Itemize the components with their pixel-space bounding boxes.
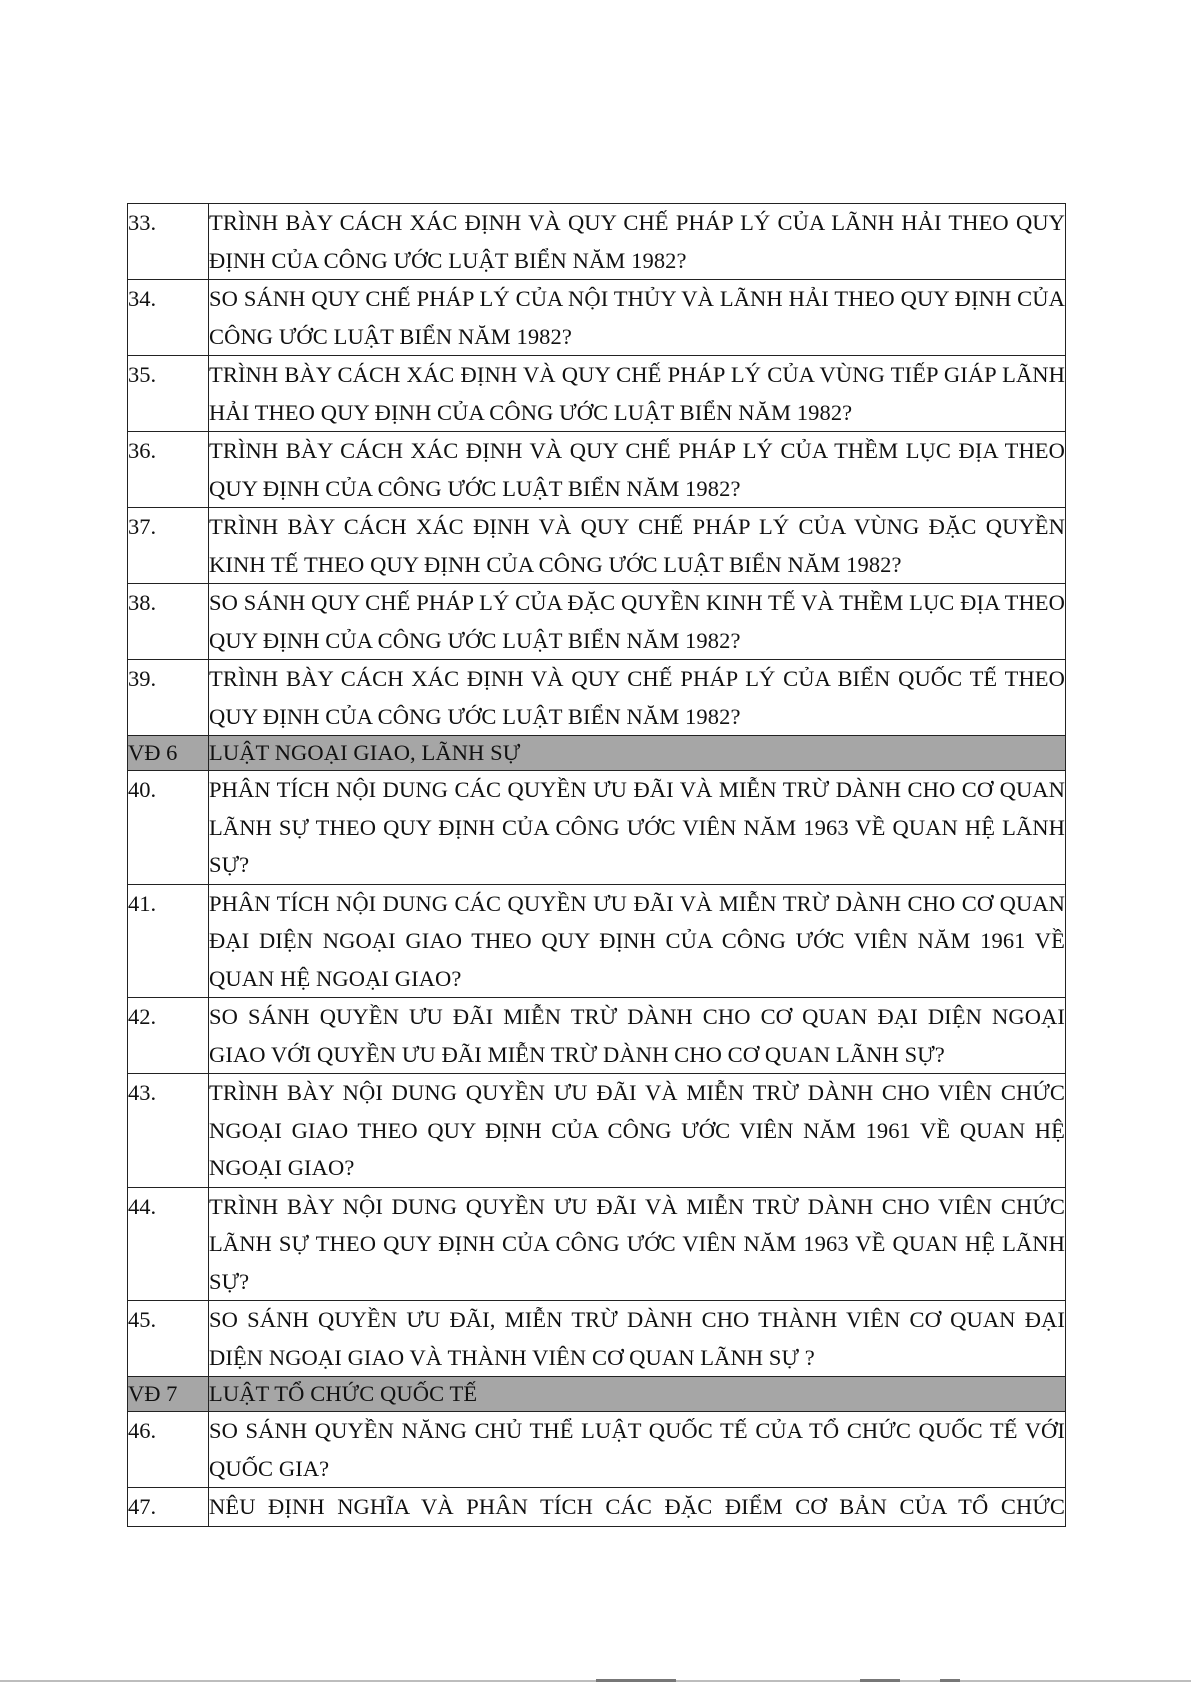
footer-scan-mark xyxy=(940,1679,960,1682)
question-row-44 xyxy=(128,1187,1066,1301)
question-number: 37. xyxy=(128,508,209,584)
question-table-body xyxy=(128,204,1066,1527)
footer-scan-mark xyxy=(860,1679,900,1682)
question-text: TRÌNH BÀY NỘI DUNG QUYỀN ƯU ĐÃI VÀ MIỄN TRỪ DÀNH CHO VIÊN CHỨC LÃNH SỰ THEO QUY ĐỊNH CỦA CÔNG ƯỚC VIÊN NĂM 1963 VỀ QUAN HỆ LÃNH SỰ? xyxy=(209,1187,1066,1301)
question-row-46 xyxy=(128,1412,1066,1488)
question-number: 47. xyxy=(128,1488,209,1527)
question-text: PHÂN TÍCH NỘI DUNG CÁC QUYỀN ƯU ĐÃI VÀ MIỄN TRỪ DÀNH CHO CƠ QUAN LÃNH SỰ THEO QUY ĐỊNH CỦA CÔNG ƯỚC VIÊN NĂM 1963 VỀ QUAN HỆ LÃNH SỰ? xyxy=(209,771,1066,885)
question-number: 41. xyxy=(128,884,209,998)
question-text: SO SÁNH QUYỀN ƯU ĐÃI, MIỄN TRỪ DÀNH CHO THÀNH VIÊN CƠ QUAN ĐẠI DIỆN NGOẠI GIAO VÀ THÀNH VIÊN CƠ QUAN LÃNH SỰ ? xyxy=(209,1301,1066,1377)
question-number: 33. xyxy=(128,204,209,280)
question-text: TRÌNH BÀY CÁCH XÁC ĐỊNH VÀ QUY CHẾ PHÁP LÝ CỦA LÃNH HẢI THEO QUY ĐỊNH CỦA CÔNG ƯỚC LUẬT BIỂN NĂM 1982? xyxy=(209,204,1066,280)
question-number: 40. xyxy=(128,771,209,885)
question-row-43 xyxy=(128,1074,1066,1188)
question-text: SO SÁNH QUYỀN ƯU ĐÃI MIỄN TRỪ DÀNH CHO CƠ QUAN ĐẠI DIỆN NGOẠI GIAO VỚI QUYỀN ƯU ĐÃI MIỄN TRỪ DÀNH CHO CƠ QUAN LÃNH SỰ? xyxy=(209,998,1066,1074)
question-text: SO SÁNH QUY CHẾ PHÁP LÝ CỦA NỘI THỦY VÀ LÃNH HẢI THEO QUY ĐỊNH CỦA CÔNG ƯỚC LUẬT BIỂN NĂM 1982? xyxy=(209,280,1066,356)
question-number: 44. xyxy=(128,1187,209,1301)
question-text: TRÌNH BÀY CÁCH XÁC ĐỊNH VÀ QUY CHẾ PHÁP LÝ CỦA VÙNG ĐẶC QUYỀN KINH TẾ THEO QUY ĐỊNH CỦA CÔNG ƯỚC LUẬT BIỂN NĂM 1982? xyxy=(209,508,1066,584)
question-text: PHÂN TÍCH NỘI DUNG CÁC QUYỀN ƯU ĐÃI VÀ MIỄN TRỪ DÀNH CHO CƠ QUAN ĐẠI DIỆN NGOẠI GIAO THEO QUY ĐỊNH CỦA CÔNG ƯỚC VIÊN NĂM 1961 VỀ QUAN HỆ NGOẠI GIAO? xyxy=(209,884,1066,998)
question-row-37 xyxy=(128,508,1066,584)
question-number: 45. xyxy=(128,1301,209,1377)
footer-scan-mark xyxy=(596,1679,676,1682)
question-row-35 xyxy=(128,356,1066,432)
question-text: SO SÁNH QUYỀN NĂNG CHỦ THỂ LUẬT QUỐC TẾ CỦA TỔ CHỨC QUỐC TẾ VỚI QUỐC GIA? xyxy=(209,1412,1066,1488)
question-table xyxy=(127,203,1066,1527)
question-row-45 xyxy=(128,1301,1066,1377)
section-code: VĐ 6 xyxy=(128,736,209,771)
question-text: TRÌNH BÀY CÁCH XÁC ĐỊNH VÀ QUY CHẾ PHÁP LÝ CỦA VÙNG TIẾP GIÁP LÃNH HẢI THEO QUY ĐỊNH CỦA CÔNG ƯỚC LUẬT BIỂN NĂM 1982? xyxy=(209,356,1066,432)
section-title: LUẬT NGOẠI GIAO, LÃNH SỰ xyxy=(209,736,1066,771)
section-code: VĐ 7 xyxy=(128,1377,209,1412)
question-number: 35. xyxy=(128,356,209,432)
question-number: 34. xyxy=(128,280,209,356)
question-number: 46. xyxy=(128,1412,209,1488)
question-row-36 xyxy=(128,432,1066,508)
question-row-38 xyxy=(128,584,1066,660)
section-header-row-vd7 xyxy=(128,1377,1066,1412)
section-header-row-vd6 xyxy=(128,736,1066,771)
question-row-47 xyxy=(128,1488,1066,1527)
question-row-41 xyxy=(128,884,1066,998)
question-row-39 xyxy=(128,660,1066,736)
question-row-33 xyxy=(128,204,1066,280)
section-title: LUẬT TỔ CHỨC QUỐC TẾ xyxy=(209,1377,1066,1412)
question-text: TRÌNH BÀY CÁCH XÁC ĐỊNH VÀ QUY CHẾ PHÁP LÝ CỦA THỀM LỤC ĐỊA THEO QUY ĐỊNH CỦA CÔNG ƯỚC LUẬT BIỂN NĂM 1982? xyxy=(209,432,1066,508)
question-number: 42. xyxy=(128,998,209,1074)
question-text: TRÌNH BÀY CÁCH XÁC ĐỊNH VÀ QUY CHẾ PHÁP LÝ CỦA BIỂN QUỐC TẾ THEO QUY ĐỊNH CỦA CÔNG ƯỚC LUẬT BIỂN NĂM 1982? xyxy=(209,660,1066,736)
question-text: SO SÁNH QUY CHẾ PHÁP LÝ CỦA ĐẶC QUYỀN KINH TẾ VÀ THỀM LỤC ĐỊA THEO QUY ĐỊNH CỦA CÔNG ƯỚC LUẬT BIỂN NĂM 1982? xyxy=(209,584,1066,660)
question-row-40 xyxy=(128,771,1066,885)
question-text: TRÌNH BÀY NỘI DUNG QUYỀN ƯU ĐÃI VÀ MIỄN TRỪ DÀNH CHO VIÊN CHỨC NGOẠI GIAO THEO QUY ĐỊNH CỦA CÔNG ƯỚC VIÊN NĂM 1961 VỀ QUAN HỆ NGOẠI GIAO? xyxy=(209,1074,1066,1188)
question-number: 36. xyxy=(128,432,209,508)
question-number: 38. xyxy=(128,584,209,660)
question-row-34 xyxy=(128,280,1066,356)
question-text: NÊU ĐỊNH NGHĨA VÀ PHÂN TÍCH CÁC ĐẶC ĐIỂM CƠ BẢN CỦA TỔ CHỨC xyxy=(209,1488,1066,1527)
question-row-42 xyxy=(128,998,1066,1074)
question-number: 39. xyxy=(128,660,209,736)
question-number: 43. xyxy=(128,1074,209,1188)
